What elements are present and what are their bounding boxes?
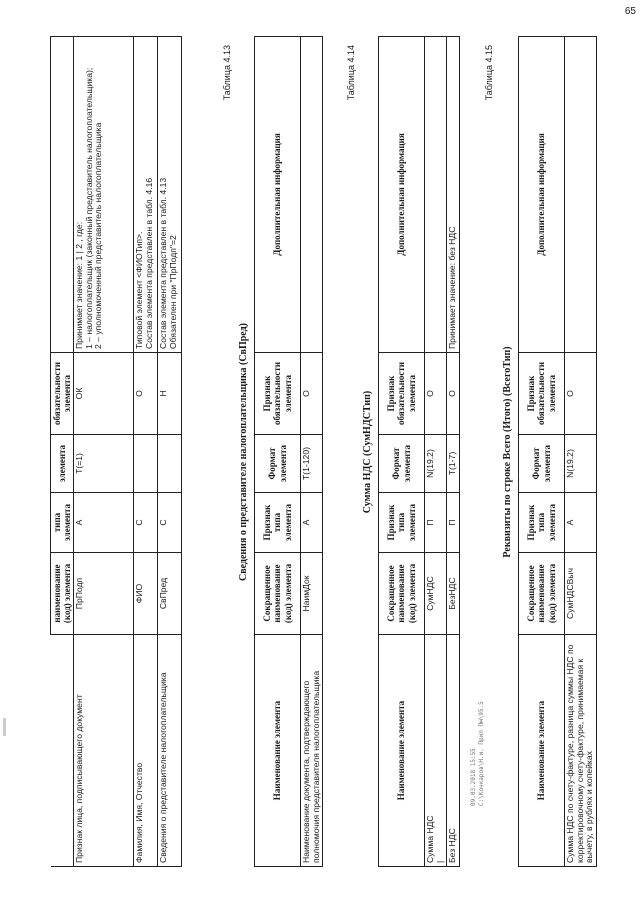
cell: [301, 37, 323, 353]
header-cell: Дополнительная информация: [379, 37, 425, 353]
cell: Типовой элемент <ФИОТип>. Состав элемента представлен в табл. 4.16: [134, 37, 158, 353]
cell: Сведения о представителе налогоплательщика: [158, 635, 182, 867]
header-cell: типа элемента: [51, 493, 74, 553]
cell: Фамилия, Имя, Отчество: [134, 635, 158, 867]
cell: А: [301, 493, 323, 553]
table-header-row: [379, 37, 425, 867]
header-cell: Наименование элемента: [255, 635, 301, 867]
table-label: Таблица 4.15: [484, 45, 494, 101]
table-title: Сумма НДС (СумНДСТип): [362, 390, 373, 514]
cell: Сумма НДС |: [425, 635, 447, 867]
header-cell: Признак обязательности элемента: [255, 353, 301, 435]
table-continuation: [50, 36, 182, 867]
cell: О: [301, 353, 323, 435]
header-cell: Признак типа элемента: [519, 493, 565, 553]
header-cell: Признак обязательности элемента: [519, 353, 565, 435]
cell: СумНДСВыч: [565, 553, 597, 635]
table-title: Реквизиты по строке Всего (Итого) (ВсегоТип): [502, 346, 513, 558]
page-number: 65: [624, 6, 636, 17]
table-label: Таблица 4.13: [222, 45, 232, 101]
table-header-row: [519, 37, 565, 867]
cell: СвПред: [158, 553, 182, 635]
cell: С: [158, 493, 182, 553]
cell: НаимДок: [301, 553, 323, 635]
cell: Т(1-120): [301, 435, 323, 493]
table-row: [301, 37, 323, 867]
header-cell: Формат элемента: [255, 435, 301, 493]
header-cell: Формат элемента: [379, 435, 425, 493]
cell: N(19.2): [425, 435, 447, 493]
cell: Состав элемента представлен в табл. 4.13 Обязателен при "ПрПодп"=2: [158, 37, 182, 353]
cell: С: [134, 493, 158, 553]
cell: Н: [158, 353, 182, 435]
cell: П: [425, 493, 447, 553]
scan-artifact: [3, 718, 6, 736]
cell: Наименование документа, подтверждающего полномочия представителя налогоплательщика: [301, 635, 323, 867]
table-row: [565, 37, 597, 867]
table-row: [158, 37, 182, 867]
table-header-row: [255, 37, 301, 867]
cell: [158, 435, 182, 493]
cell: БезНДС: [447, 553, 460, 635]
cell: ОК: [74, 353, 134, 435]
stamp-path: С:\Кочкаров\Н.и. Прил Пм\95.5: [477, 701, 485, 806]
header-cell: Признак типа элемента: [379, 493, 425, 553]
cell: О: [425, 353, 447, 435]
header-cell: Признак типа элемента: [255, 493, 301, 553]
empty-header-cell: [51, 635, 74, 867]
header-cell: Сокращенное наименование (код) элемента: [379, 553, 425, 635]
cell: [134, 435, 158, 493]
cell: ФИО: [134, 553, 158, 635]
table-title: Сведения о представителе налогоплательщика (СвПред): [238, 323, 249, 581]
header-cell: Сокращенное наименование (код) элемента: [255, 553, 301, 635]
cell: [565, 37, 597, 353]
header-cell: обязательности элемента: [51, 353, 74, 435]
table-row: [74, 37, 134, 867]
cell: ПрПодп: [74, 553, 134, 635]
table-vsego: [518, 36, 597, 867]
cell: О: [447, 353, 460, 435]
stamp-date: 09.03.2018 15:55: [470, 748, 477, 806]
header-cell: Наименование элемента: [379, 635, 425, 867]
cell: Т(1-7): [447, 435, 460, 493]
header-cell: Наименование элемента: [519, 635, 565, 867]
cell: СумНДС: [425, 553, 447, 635]
cell: А: [565, 493, 597, 553]
cell: О: [565, 353, 597, 435]
cell: Сумма НДС по счету-фактуре, разница суммы НДС по корректировочному счету-фактуре, принимаемая к вычету, в рублях и копейках: [565, 635, 597, 867]
table-header-row: [51, 37, 74, 867]
cell: [425, 37, 447, 353]
table-row: [425, 37, 447, 867]
cell: Признак лица, подписывающего документ: [74, 635, 134, 867]
header-cell: Признак обязательности элемента: [379, 353, 425, 435]
cell: А: [74, 493, 134, 553]
header-cell: наименование (код) элемента: [51, 553, 74, 635]
cell: Т(=1): [74, 435, 134, 493]
header-cell: Формат элемента: [519, 435, 565, 493]
cell: О: [134, 353, 158, 435]
table-sumnds: [378, 36, 460, 867]
cell: Принимает значение: без НДС: [447, 37, 460, 353]
table-row: [134, 37, 158, 867]
table-svpred: [254, 36, 323, 867]
header-cell: Дополнительная информация: [519, 37, 565, 353]
cell: Без НДС: [447, 635, 460, 867]
cell: П: [447, 493, 460, 553]
header-cell: Сокращенное наименование (код) элемента: [519, 553, 565, 635]
table-row: [447, 37, 460, 867]
table-label: Таблица 4.14: [346, 45, 356, 101]
header-cell: элемента: [51, 435, 74, 493]
cell: Принимает значение: 1 | 2 , где: 1 – налогоплательщик (законный представитель налогоплательщика); 2 – уполномоченный представитель налогоплательщика: [74, 37, 134, 353]
header-cell: Дополнительная информация: [255, 37, 301, 353]
cell: N(19.2): [565, 435, 597, 493]
rotated-content: [50, 37, 610, 867]
empty-header-cell: [51, 37, 74, 353]
